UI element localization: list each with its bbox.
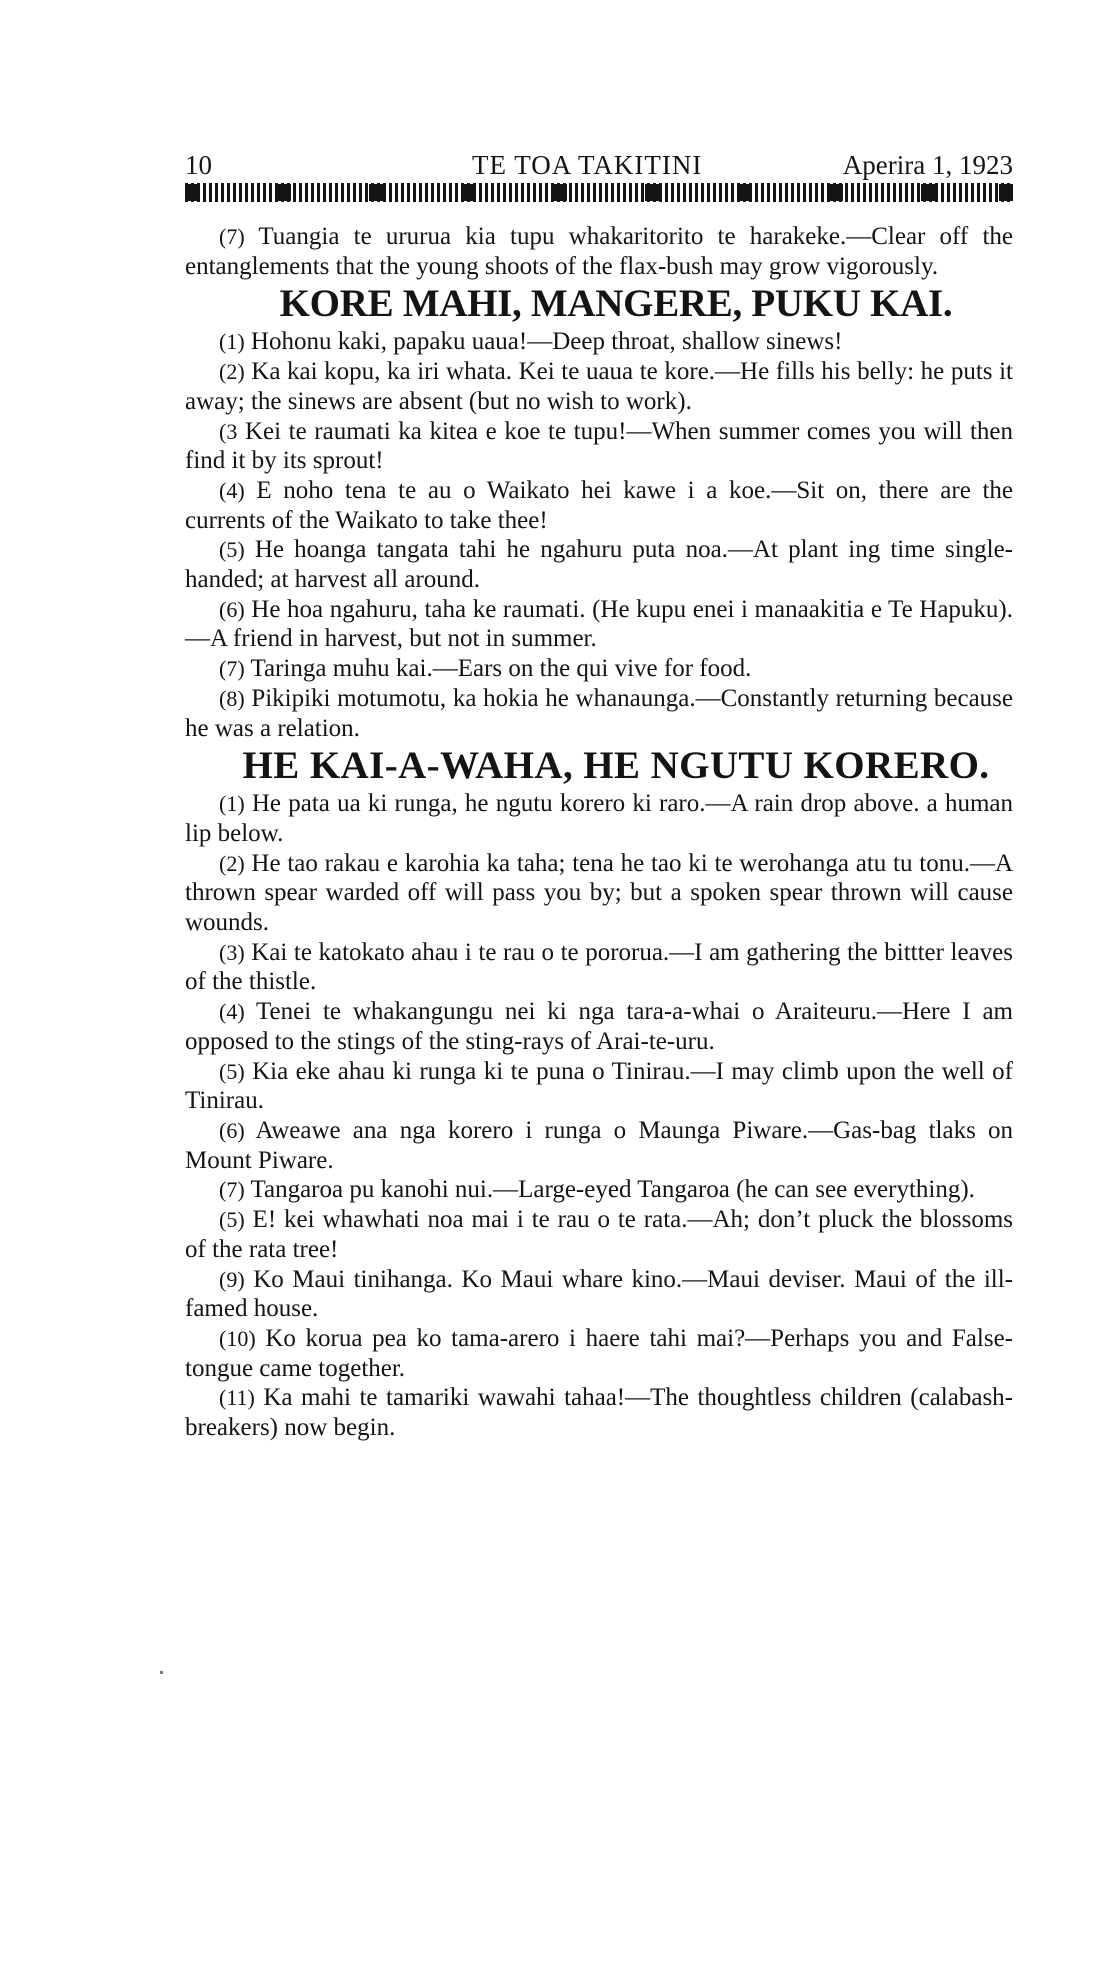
decorative-border (185, 183, 1013, 202)
proverb-item: (5) E! kei whawhati noa mai i te rau o te rata.—Ah; don’t pluck the blossoms of the rata tree! (185, 1206, 1014, 1263)
issue-date: Aperira 1, 1923 (842, 150, 1013, 180)
margin-speck (160, 1671, 163, 1674)
section-heading: KORE MAHI, MANGERE, PUKU KAI. (279, 282, 953, 326)
proverb-item: (9) Ko Maui tinihanga. Ko Maui whare kino.—Maui deviser. Maui of the ill-famed house. (185, 1265, 1013, 1323)
proverb-item: (5) He hoanga tangata tahi he ngahuru puta noa.—At plant ing time single-handed; at harvest all around. (185, 536, 1014, 594)
proverb-item: (5) Kia eke ahau ki runga ki te puna o Tinirau.—I may climb upon the well of Tinirau. (185, 1057, 1013, 1115)
proverb-item: (10) Ko korua pea ko tama-arero i haere tahi mai?—Perhaps you and False-tongue came together. (185, 1324, 1013, 1382)
proverb-item: (2) He tao rakau e karohia ka taha; tena he tao ki te werohanga atu tu tonu.—A thrown spear warded off will pass you by; but a spoken spear thrown will cause wounds. (185, 849, 1013, 937)
proverb-item: (6) Aweawe ana nga korero i runga o Maunga Piware.—Gas-bag tlaks on Mount Piware. (185, 1116, 1013, 1174)
proverb-item: (2) Ka kai kopu, ka iri whata. Kei te uaua te kore.—He fills his belly: he puts it away; the sinews are absent (but no wish to work). (185, 358, 1013, 415)
running-header (185, 150, 1013, 180)
proverb-item: (6) He hoa ngahuru, taha ke raumati. (He kupu enei i manaakitia e Te Hapuku).—A friend in harvest, but not in summer. (185, 595, 1014, 653)
publication-title: TE TOA TAKITINI (472, 150, 703, 180)
proverb-item: (1) Hohonu kaki, papaku uaua!—Deep throat, shallow sinews! (219, 328, 843, 356)
proverb-item: (4) E noho tena te au o Waikato hei kawe i a koe.—Sit on, there are the currents of the Waikato to take thee! (185, 476, 1013, 534)
proverb-item: (7) Tangaroa pu kanohi nui.—Large-eyed Tangaroa (he can see everything). (219, 1176, 975, 1204)
proverb-item: (1) He pata ua ki runga, he ngutu korero ki raro.—A rain drop above. a human lip below. (185, 790, 1014, 847)
proverb-item: (3 Kei te raumati ka kitea e koe te tupu!—When summer comes you will then find it by its sprout! (185, 417, 1014, 475)
proverb-item: (4) Tenei te whakangungu nei ki nga tara-a-whai o Araiteuru.—Here I am opposed to the stings of the sting-rays of Arai-te-uru. (185, 998, 1013, 1055)
section-heading: HE KAI-A-WAHA, HE NGUTU KORERO. (242, 744, 990, 788)
proverb-item: (3) Kai te katokato ahau i te rau o te pororua.—I am gathering the bittter leaves of the thistle. (185, 938, 1014, 996)
article-body (185, 222, 1013, 1443)
page-number: 10 (185, 150, 212, 180)
proverb-item: (8) Pikipiki motumotu, ka hokia he whanaunga.—Constantly returning because he was a relation. (185, 684, 1014, 742)
proverb-item: (7) Tuangia te ururua kia tupu whakaritorito te harakeke.—Clear off the entanglements that the young shoots of the flax-bush may grow vigorously. (185, 223, 1013, 280)
proverb-item: (11) Ka mahi te tamariki wawahi tahaa!—The thoughtless children (calabash-breakers) now begin. (185, 1384, 1013, 1442)
proverb-item: (7) Taringa muhu kai.—Ears on the qui vive for food. (219, 655, 752, 683)
